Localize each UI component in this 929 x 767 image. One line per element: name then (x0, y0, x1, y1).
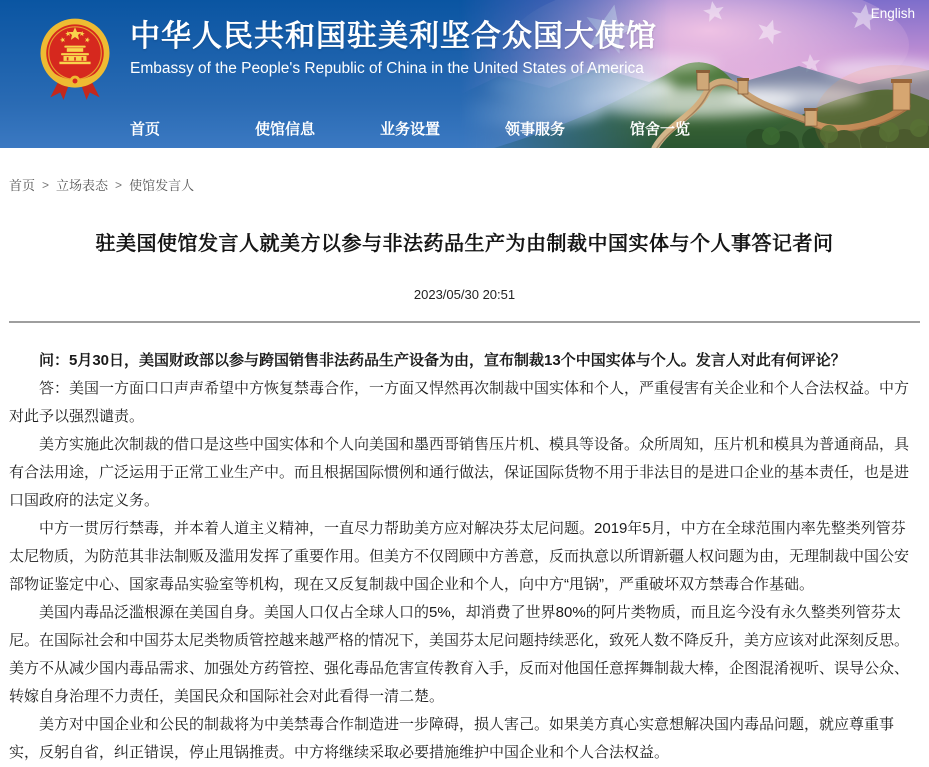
national-emblem-logo[interactable] (33, 12, 117, 104)
article-paragraph: 中方一贯厉行禁毒，并本着人道主义精神，一直尽力帮助美方应对解决芬太尼问题。2019年5月，中方在全球范围内率先整类列管芬太尼物质，为防范其非法制贩及滥用发挥了重要作用。但美方不仅罔顾中方善意，反而执意以所谓新疆人权问题为由，无理制裁中国公安部物证鉴定中心、国家毒品实验室等机构，现在又反复制裁中国企业和个人，向中方“甩锅”，严重破坏双方禁毒合作基础。 (9, 520, 910, 593)
nav-item-services[interactable]: 业务设置 (380, 121, 441, 138)
site-title-english: Embassy of the People's Republic of China in the United States of America (130, 60, 644, 77)
site-brand (33, 12, 657, 104)
breadcrumb-home[interactable]: 首页 (9, 178, 36, 193)
nav-item-consular[interactable]: 领事服务 (505, 121, 566, 138)
english-language-link[interactable]: English (870, 6, 915, 21)
brand-text (130, 12, 657, 78)
title-divider (9, 321, 920, 323)
nav-item-embassy-info[interactable]: 使馆信息 (255, 121, 316, 138)
article-date: 2023/05/30 20:51 (413, 287, 516, 302)
nav-item-premises[interactable]: 馆舍一览 (630, 121, 691, 138)
site-header (0, 0, 929, 148)
breadcrumb-positions[interactable]: 立场表态 (56, 178, 109, 193)
breadcrumb-separator: > (42, 177, 50, 192)
article-paragraph-question: 问：5月30日，美国财政部以参与跨国销售非法药品生产设备为由，宣布制裁13个中国实体与个人。发言人对此有何评论？ (39, 352, 846, 369)
nav-item-home[interactable]: 首页 (130, 121, 161, 138)
main-nav (0, 118, 929, 139)
breadcrumb-separator: > (115, 177, 123, 192)
article-paragraph: 美国内毒品泛滥根源在美国自身。美国人口仅占全球人口的5%，却消费了世界80%的阿片类物质，而且迄今没有永久整类列管芬太尼。在国际社会和中国芬太尼类物质管控越来越严格的情况下，美国芬太尼问题持续恶化，致死人数不降反升，美方应该对此深刻反思。美方不从减少国内毒品需求、加强处方药管控、强化毒品危害宣传教育入手，反而对他国任意挥舞制裁大棒，企图混淆视听、误导公众、转嫁自身治理不力责任，美国民众和国际社会对此看得一清二楚。 (9, 604, 910, 705)
breadcrumb-spokesperson[interactable]: 使馆发言人 (129, 178, 195, 193)
article-paragraph: 美方对中国企业和公民的制裁将为中美禁毒合作制造进一步障碍，损人害己。如果美方真心实意想解决国内毒品问题，就应尊重事实，反躬自省，纠正错误，停止甩锅推责。中方将继续采取必要措施维护中国企业和个人合法权益。 (9, 716, 895, 761)
article-title: 驻美国使馆发言人就美方以参与非法药品生产为由制裁中国实体与个人事答记者问 (95, 233, 834, 255)
article-paragraph: 美方实施此次制裁的借口是这些中国实体和个人向美国和墨西哥销售压片机、模具等设备。众所周知，压片机和模具为普通商品，具有合法用途，广泛运用于正常工业生产中。而且根据国际惯例和通行做法，保证国际货物不用于非法目的是进口企业的基本责任，也是进口国政府的法定义务。 (9, 436, 910, 509)
site-title-chinese: 中华人民共和国驻美利坚合众国大使馆 (130, 20, 657, 53)
article (0, 227, 929, 767)
article-paragraph: 答：美国一方面口口声声希望中方恢复禁毒合作，一方面又悍然再次制裁中国实体和个人，严重侵害有关企业和个人合法权益。中方对此予以强烈谴责。 (9, 380, 910, 425)
breadcrumb (0, 175, 929, 194)
article-body (9, 347, 920, 767)
